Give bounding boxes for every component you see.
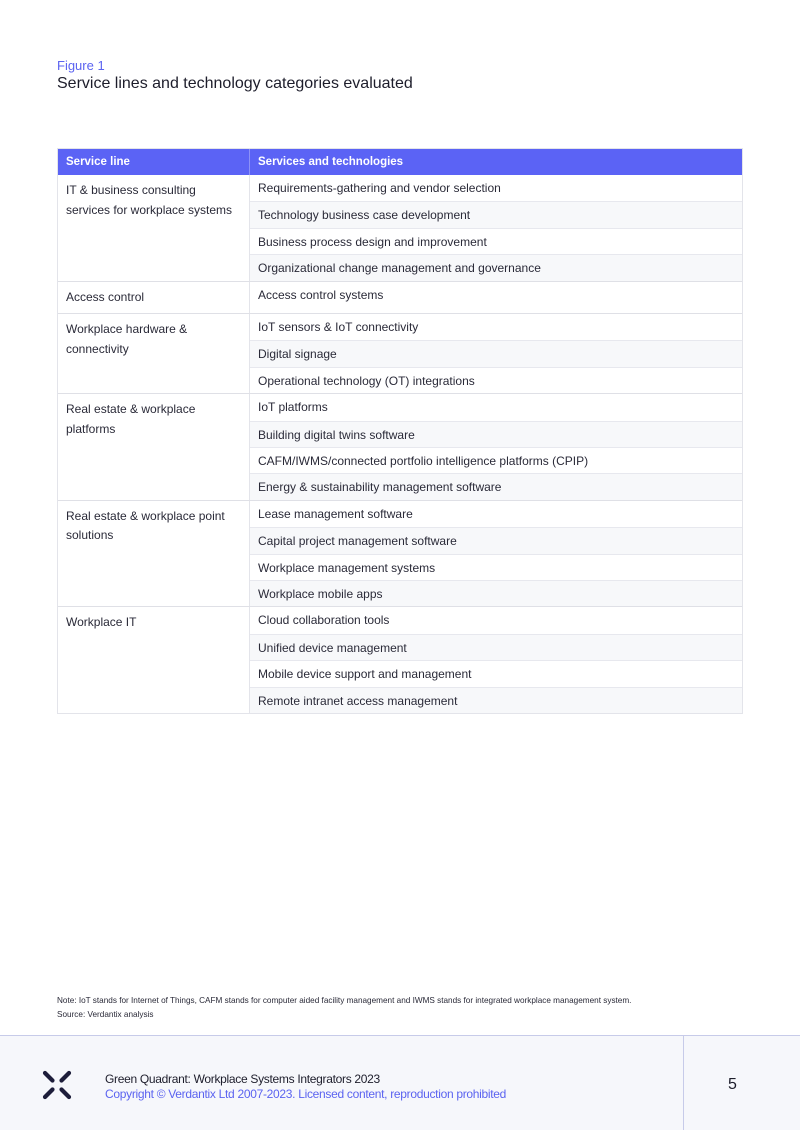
- service-cell: IoT platforms: [258, 400, 328, 415]
- services-column: [250, 175, 742, 281]
- service-cell: Unified device management: [250, 634, 742, 660]
- service-cell: Organizational change management and governance: [250, 254, 742, 280]
- service-line-cell: Workplace IT: [58, 607, 250, 713]
- header-services-technologies: Services and technologies: [258, 156, 404, 168]
- figure-label: Figure 1: [57, 58, 105, 73]
- service-cell: Workplace mobile apps: [250, 580, 742, 606]
- service-cell: Building digital twins software: [250, 421, 742, 447]
- table-row-group: [58, 313, 742, 393]
- footer-divider: [683, 1036, 684, 1130]
- service-cell: Energy & sustainability management software: [250, 473, 742, 499]
- footer-report-title: Green Quadrant: Workplace Systems Integrators 2023: [105, 1072, 380, 1086]
- service-line-cell: Access control: [58, 282, 250, 314]
- table-body: [58, 175, 742, 713]
- service-cell: Operational technology (OT) integrations: [250, 367, 742, 393]
- service-cell: Digital signage: [250, 340, 742, 366]
- service-cell: Cloud collaboration tools: [258, 613, 390, 628]
- service-cell: Requirements-gathering and vendor selection: [258, 181, 501, 195]
- footer-copyright: Copyright © Verdantix Ltd 2007-2023. Licensed content, reproduction prohibited: [105, 1087, 507, 1101]
- service-cell: Lease management software: [258, 506, 413, 521]
- service-cell: Mobile device support and management: [250, 660, 742, 686]
- service-cell: Access control systems: [258, 287, 384, 302]
- verdantix-x-logo-icon: [42, 1070, 72, 1100]
- service-line-cell: Real estate & workplace platforms: [58, 394, 250, 500]
- header-service-line: Service line: [58, 149, 250, 175]
- service-cell: Remote intranet access management: [250, 687, 742, 713]
- service-cell: Business process design and improvement: [250, 228, 742, 254]
- service-line-cell: IT & business consulting services for workplace systems: [58, 175, 250, 281]
- services-column: [250, 282, 742, 314]
- page-number: 5: [728, 1076, 737, 1093]
- service-cell: Technology business case development: [250, 201, 742, 227]
- page-footer: [0, 1035, 800, 1130]
- table-row-group: [58, 606, 742, 713]
- note-text: Note: IoT stands for Internet of Things, CAFM stands for computer aided facility management and IWMS stands for integrated workplace management system.: [57, 996, 632, 1005]
- service-cell: CAFM/IWMS/connected portfolio intelligence platforms (CPIP): [250, 447, 742, 473]
- service-table: [57, 148, 743, 714]
- services-column: [250, 314, 742, 393]
- table-header: [58, 149, 742, 175]
- table-row-group: [58, 281, 742, 314]
- service-line-cell: Real estate & workplace point solutions: [58, 501, 250, 607]
- table-row-group: [58, 175, 742, 281]
- service-cell: IoT sensors & IoT connectivity: [258, 320, 419, 335]
- service-line-cell: Workplace hardware & connectivity: [58, 314, 250, 393]
- services-column: [250, 501, 742, 607]
- service-cell: Capital project management software: [250, 527, 742, 553]
- figure-notes: [57, 994, 631, 1022]
- services-column: [250, 607, 742, 713]
- source-text: Source: Verdantix analysis: [57, 1010, 154, 1019]
- service-cell: Workplace management systems: [250, 554, 742, 580]
- services-column: [250, 394, 742, 500]
- figure-title: Service lines and technology categories evaluated: [57, 75, 413, 92]
- table-row-group: [58, 500, 742, 607]
- table-row-group: [58, 393, 742, 500]
